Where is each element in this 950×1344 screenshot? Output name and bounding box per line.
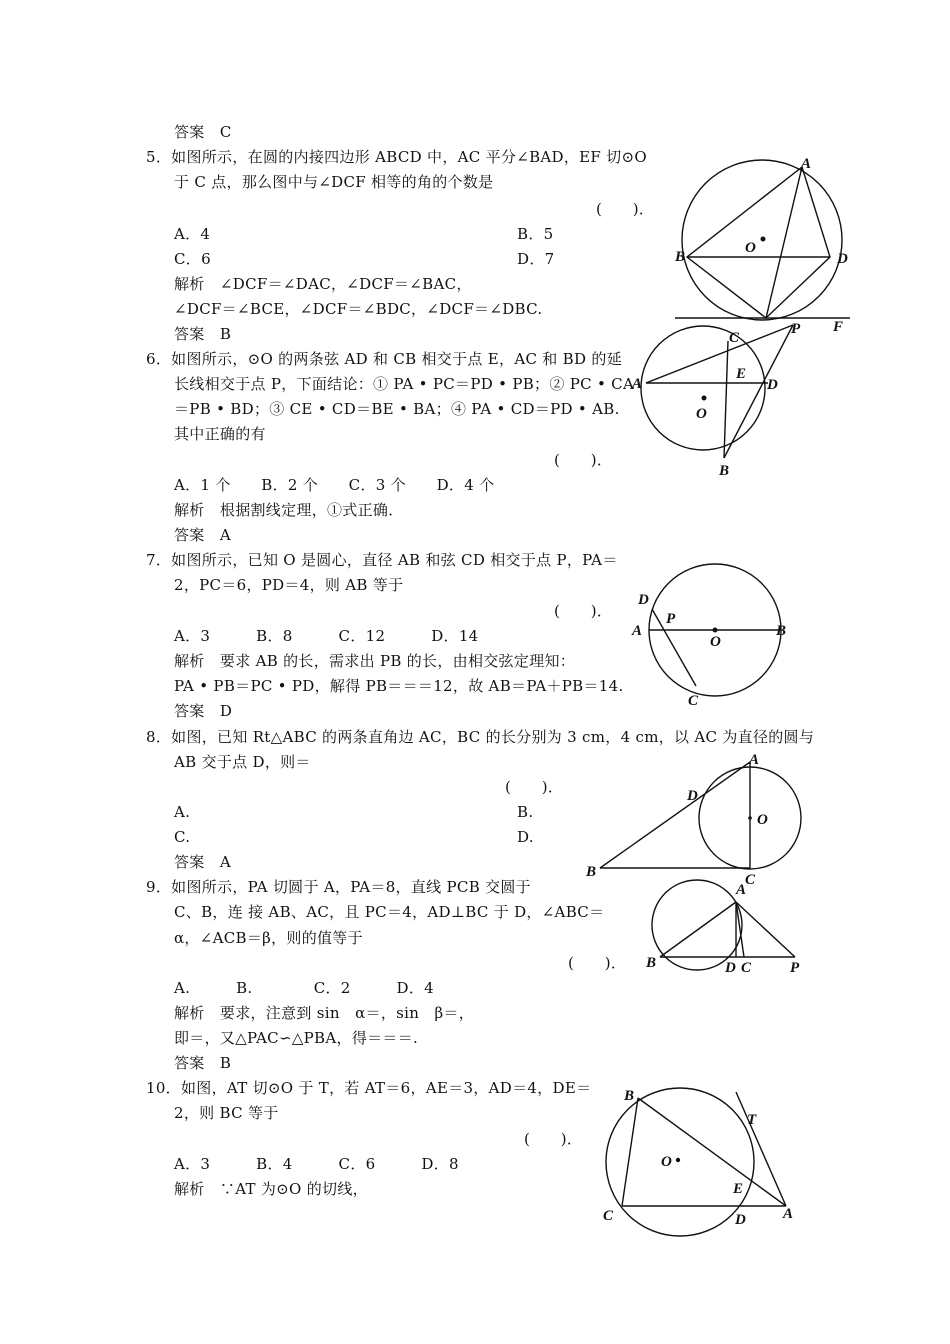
q9-label-a: A (736, 882, 747, 898)
q7-label-d: D (638, 592, 649, 608)
q10-label-o: O (661, 1154, 672, 1170)
q6-analysis: 解析 根据割线定理，①式正确． (174, 501, 404, 519)
q9-stem-line2: C、B，连 接 AB、AC，且 PC＝4，AD⊥BC 于 D，∠ABC＝ (174, 903, 605, 921)
q5-label-b: B (675, 249, 686, 265)
q10-options: A．3 B．4 C．6 D．8 (174, 1155, 459, 1173)
q8-label-b: B (586, 864, 597, 880)
q9-analysis-line2: 即＝，又△PAC∽△PBA，得＝＝＝. (174, 1029, 419, 1047)
q6-stem-line2: 长线相交于点 P，下面结论：① PA • PC＝PD • PB；② PC • CA (174, 375, 635, 393)
q10-center-dot (676, 1158, 680, 1162)
q7-answer-blank: ( )． (554, 602, 613, 620)
q5-answer: 答案 B (174, 325, 232, 343)
q6-label-a: A (632, 376, 643, 392)
q6-label-b: B (719, 463, 730, 479)
q9-label-d: D (725, 960, 736, 976)
q7-label-p: P (666, 611, 676, 627)
q9-figure (640, 878, 815, 976)
q10-secant-ab (638, 1098, 786, 1206)
q7-stem-line1: 7．如图所示，已知 O 是圆心，直径 AB 和弦 CD 相交于点 P，PA＝ (146, 551, 618, 569)
q5-option-c: C．6 (174, 250, 211, 268)
q8-hypotenuse-ab (600, 762, 750, 868)
q6-chord-cb (724, 341, 728, 458)
q10-label-d: D (735, 1212, 746, 1228)
q10-analysis-line1: 解析 ∵AT 为⊙O 的切线， (174, 1180, 368, 1198)
q6-label-o: O (696, 406, 707, 422)
q6-options: A．1 个 B．2 个 C．3 个 D．4 个 (174, 476, 495, 494)
q7-options: A．3 B．8 C．12 D．14 (174, 627, 479, 645)
q7-analysis-line1: 解析 要求 AB 的长，需求出 PB 的长，由相交弦定理知： (174, 652, 576, 670)
q9-answer-blank: ( )． (568, 954, 627, 972)
q6-circle (641, 326, 765, 450)
q10-tangent-at (736, 1092, 786, 1206)
q5-stem-line1: 5．如图所示，在圆的内接四边形 ABCD 中，AC 平分∠BAD，EF 切⊙O (146, 148, 647, 166)
q8-option-c: C. (174, 828, 191, 846)
q6-label-d: D (767, 377, 778, 393)
q10-label-t: T (747, 1112, 757, 1128)
q9-label-c: C (741, 960, 752, 976)
q5-label-a: A (801, 156, 812, 172)
q9-label-p: P (790, 960, 800, 976)
q10-answer-blank: ( )． (524, 1130, 583, 1148)
q8-label-c: C (745, 872, 756, 888)
q6-label-e: E (736, 366, 747, 382)
q5-stem-line2: 于 C 点，那么图中与∠DCF 相等的角的个数是 (174, 173, 494, 191)
q7-label-a: A (632, 623, 643, 639)
q9-tangent-pa (736, 902, 795, 957)
q8-center-dot (748, 816, 752, 820)
q10-label-c: C (603, 1208, 614, 1224)
q5-label-o: O (745, 240, 756, 256)
q6-stem-line3: ＝PB • BD；③ CE • CD＝BE • BA；④ PA • CD＝PD • AB. (174, 400, 620, 418)
q5-analysis-line2: ∠DCF＝∠BCE，∠DCF＝∠BDC，∠DCF＝∠DBC. (174, 300, 543, 318)
q9-analysis-line1: 解析 要求，注意到 sin α＝，sin β＝， (174, 1004, 475, 1022)
q5-option-a: A．4 (174, 225, 211, 243)
q6-label-c: C (729, 330, 740, 346)
q8-option-d: D. (517, 828, 534, 846)
q9-segment-ab (660, 902, 736, 957)
q6-answer-blank: ( )． (554, 451, 613, 469)
q8-figure (585, 750, 815, 888)
q10-label-b: B (624, 1088, 635, 1104)
q9-label-b: B (646, 955, 657, 971)
q5-answer-blank: ( )． (596, 200, 655, 218)
q8-label-d: D (687, 788, 698, 804)
q5-quadrilateral (687, 167, 830, 318)
q5-figure (670, 155, 860, 335)
q10-stem-line2: 2，则 BC 等于 (174, 1104, 279, 1122)
q5-label-f: F (833, 319, 844, 335)
q7-center-dot (713, 628, 718, 633)
q10-label-a: A (783, 1206, 794, 1222)
q5-center-dot (761, 237, 766, 242)
q9-stem-line1: 9．如图所示，PA 切圆于 A，PA＝8，直线 PCB 交圆于 (146, 878, 531, 896)
q7-analysis-line2: PA • PB＝PC • PD，解得 PB＝＝＝12，故 AB＝PA＋PB＝14. (174, 677, 624, 695)
q9-stem-line3: α，∠ACB＝β，则的值等于 (174, 929, 363, 947)
q8-label-a: A (749, 752, 760, 768)
q10-figure (598, 1082, 803, 1232)
q10-label-e: E (733, 1181, 744, 1197)
q8-answer-blank: ( )． (505, 778, 564, 796)
q6-answer: 答案 A (174, 526, 232, 544)
q10-stem-line1: 10．如图，AT 切⊙O 于 T，若 AT＝6，AE＝3，AD＝4，DE＝ (146, 1079, 592, 1097)
q6-secant-ap (646, 325, 793, 383)
q8-answer: 答案 A (174, 853, 232, 871)
q5-option-b: B．5 (517, 225, 554, 243)
q8-option-b: B. (517, 803, 534, 821)
q7-figure (630, 560, 800, 709)
q9-answer: 答案 B (174, 1054, 232, 1072)
q8-stem-line1: 8．如图，已知 Rt△ABC 的两条直角边 AC，BC 的长分别为 3 cm，4 cm，以 AC 为直径的圆与 (146, 728, 815, 746)
q6-stem-line1: 6．如图所示，⊙O 的两条弦 AD 和 CB 相交于点 E，AC 和 BD 的延 (146, 350, 622, 368)
q8-label-o: O (757, 812, 768, 828)
q9-options: A. B. C．2 D．4 (174, 979, 434, 997)
q7-label-c: C (688, 693, 699, 709)
q7-stem-line2: 2，PC＝6，PD＝4，则 AB 等于 (174, 576, 404, 594)
q6-stem-line4: 其中正确的有 (174, 425, 266, 443)
q5-option-d: D．7 (517, 250, 555, 268)
q6-center-dot (702, 396, 707, 401)
q5-chord-ac (766, 167, 802, 318)
q8-option-a: A. (174, 803, 191, 821)
q6-label-p: P (791, 321, 801, 337)
q6-figure (628, 318, 818, 478)
q7-label-o: O (710, 634, 721, 650)
q5-label-d: D (837, 251, 848, 267)
q5-analysis-line1: 解析 ∠DCF＝∠DAC，∠DCF＝∠BAC， (174, 275, 472, 293)
answer-line: 答案 C (174, 123, 232, 141)
q7-label-b: B (776, 623, 787, 639)
q8-stem-line2: AB 交于点 D，则＝ (174, 753, 311, 771)
q7-answer: 答案 D (174, 702, 233, 720)
